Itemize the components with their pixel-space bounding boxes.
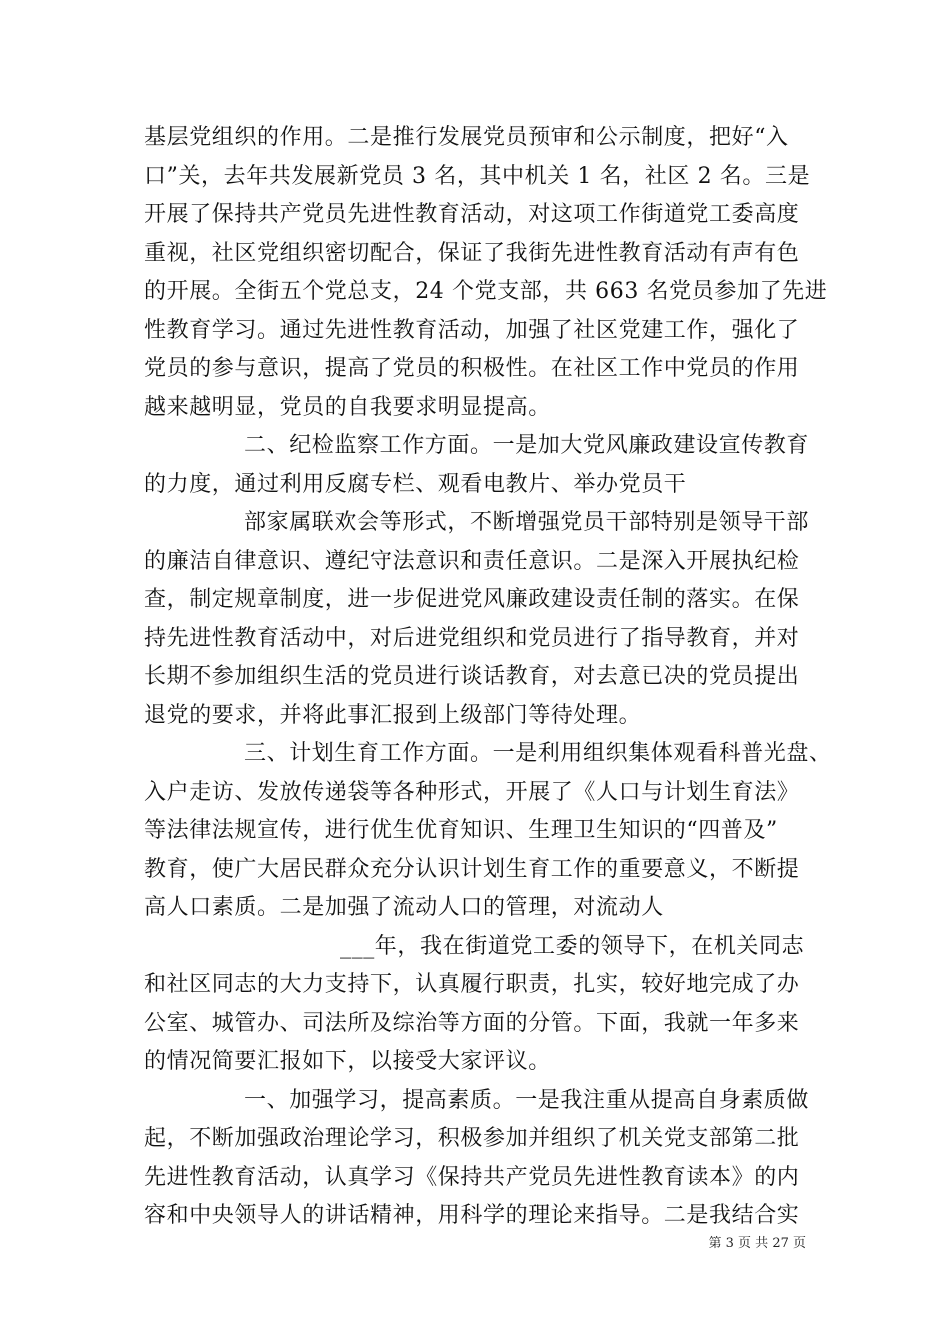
text-line: 越来越明显，党员的自我要求明显提高。 (144, 395, 551, 420)
text-line: 党员的参与意识，提高了党员的积极性。在社区工作中党员的作用 (144, 356, 800, 381)
text-line: 开展了保持共产党员先进性教育活动，对这项工作街道党工委高度 (144, 202, 800, 227)
section-heading-line: 一、加强学习，提高素质。一是我注重从提高自身素质做 (244, 1088, 810, 1113)
text-line: 持先进性教育活动中，对后进党组织和党员进行了指导教育，并对 (144, 626, 800, 651)
text-line: 部家属联欢会等形式，不断增强党员干部特别是领导干部 (244, 510, 810, 535)
text-line: 起，不断加强政治理论学习，积极参加并组织了机关党支部第二批 (144, 1126, 800, 1151)
text-line: 长期不参加组织生活的党员进行谈话教育，对去意已决的党员提出 (144, 664, 800, 689)
text-line: 口”关，去年共发展新党员 3 名，其中机关 1 名，社区 2 名。三是 (144, 164, 811, 189)
text-line: 退党的要求，并将此事汇报到上级部门等待处理。 (144, 703, 642, 728)
text-line: ___年，我在街道党工委的领导下，在机关同志 (340, 934, 805, 959)
text-line: 的力度，通过利用反腐专栏、观看电教片、举办党员干 (144, 472, 687, 497)
text-line: 基层党组织的作用。二是推行发展党员预审和公示制度，把好“入 (144, 125, 789, 150)
text-line: 教育，使广大居民群众充分认识计划生育工作的重要意义，不断提 (144, 857, 800, 882)
text-line: 的情况简要汇报如下，以接受大家评议。 (144, 1049, 551, 1074)
text-line: 等法律法规宣传，进行优生优育知识、生理卫生知识的“四普及” (144, 818, 778, 843)
text-line: 容和中央领导人的讲话精神，用科学的理论来指导。二是我结合实 (144, 1203, 800, 1228)
text-line: 先进性教育活动，认真学习《保持共产党员先进性教育读本》的内 (144, 1165, 800, 1190)
text-line: 的廉洁自律意识、遵纪守法意识和责任意识。二是深入开展执纪检 (144, 549, 800, 574)
page-number-footer: 第 3 页 共 27 页 (708, 1236, 806, 1251)
section-heading-line: 三、计划生育工作方面。一是利用组织集体观看科普光盘、 (244, 741, 832, 766)
text-line: 查，制定规章制度，进一步促进党风廉政建设责任制的落实。在保 (144, 587, 800, 612)
text-line: 和社区同志的大力支持下，认真履行职责，扎实，较好地完成了办 (144, 972, 800, 997)
text-line: 的开展。全街五个党总支，24 个党支部，共 663 名党员参加了先进 (144, 279, 828, 304)
text-line: 公室、城管办、司法所及综治等方面的分管。下面，我就一年多来 (144, 1011, 800, 1036)
text-line: 高人口素质。二是加强了流动人口的管理，对流动人 (144, 895, 664, 920)
text-line: 性教育学习。通过先进性教育活动，加强了社区党建工作，强化了 (144, 318, 800, 343)
section-heading-line: 二、纪检监察工作方面。一是加大党风廉政建设宣传教育 (244, 433, 810, 458)
text-line: 入户走访、发放传递袋等各种形式，开展了《人口与计划生育法》 (144, 780, 800, 805)
text-line: 重视，社区党组织密切配合，保证了我街先进性教育活动有声有色 (144, 241, 800, 266)
